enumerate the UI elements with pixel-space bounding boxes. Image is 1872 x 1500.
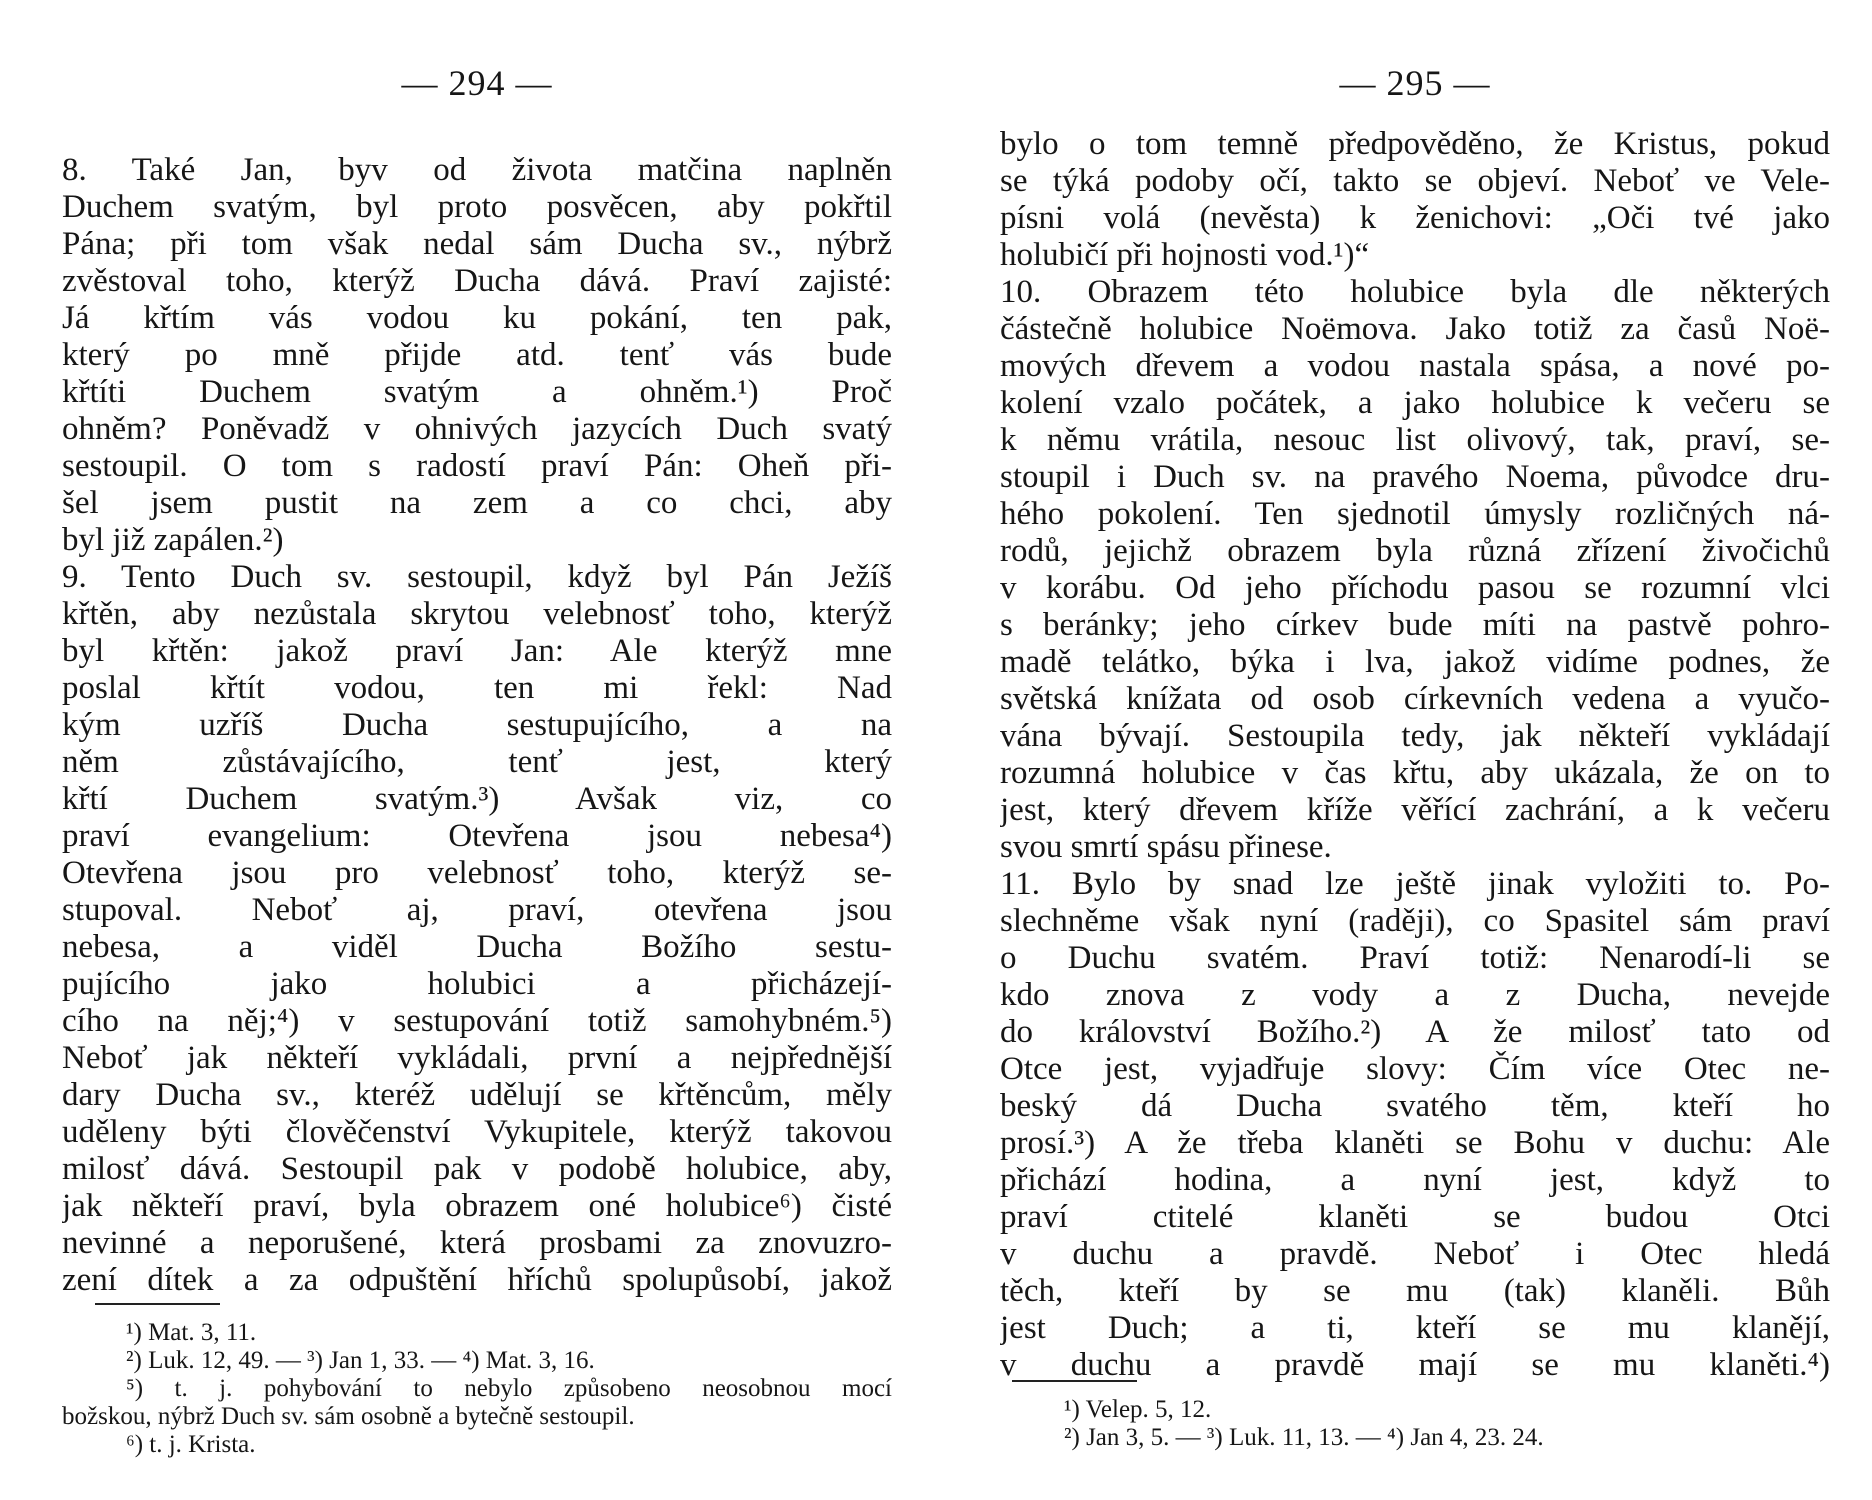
text-line: mových dřevem a vodou nastala spása, a nové po-: [1000, 348, 1830, 384]
right-page-body: [1000, 126, 1830, 1384]
right-page: [1000, 0, 1830, 1500]
text-line: písni volá (nevěsta) k ženichovi: „Oči tvé jako: [1000, 200, 1830, 236]
text-line: křtíti Duchem svatým a ohněm.¹) Proč: [62, 374, 892, 410]
text-line: Já křtím vás vodou ku pokání, ten pak,: [62, 300, 892, 336]
text-line: jak někteří praví, byla obrazem oné holubice⁶) čisté: [62, 1188, 892, 1224]
footnote: ¹) Velep. 5, 12.: [1064, 1396, 1212, 1423]
text-line: byl již zapálen.²): [62, 522, 284, 558]
text-line: cího na něj;⁴) v sestupování totiž samohybném.⁵): [62, 1003, 892, 1039]
text-line: prosí.³) A že třeba klaněti se Bohu v duchu: Ale: [1000, 1125, 1830, 1161]
text-line: hého pokolení. Ten sjednotil úmysly rozličných ná-: [1000, 496, 1830, 532]
text-line: pujícího jako holubici a přicházejí-: [62, 966, 892, 1002]
text-line: Otevřena jsou pro velebnosť toho, kterýž se-: [62, 855, 892, 891]
text-line: milosť dává. Sestoupil pak v podobě holubice, aby,: [62, 1151, 892, 1187]
footnote: božskou, nýbrž Duch sv. sám osobně a bytečně sestoupil.: [62, 1403, 635, 1430]
text-line: rodů, jejichž obrazem byla různá zřízení živočichů: [1000, 533, 1830, 569]
text-line: s beránky; jeho církev bude míti na pastvě pohro-: [1000, 607, 1830, 643]
text-line: v duchu a pravdě. Neboť i Otec hledá: [1000, 1236, 1830, 1272]
text-line: k němu vrátila, nesouc list olivový, tak, praví, se-: [1000, 422, 1830, 458]
text-line: Otce jest, vyjadřuje slovy: Čím více Otec ne-: [1000, 1051, 1830, 1087]
left-page: [62, 0, 892, 1500]
text-line: 10. Obrazem této holubice byla dle některých: [1000, 274, 1830, 310]
text-line: stupoval. Neboť aj, praví, otevřena jsou: [62, 892, 892, 928]
text-line: praví ctitelé klaněti se budou Otci: [1000, 1199, 1830, 1235]
footnote: ¹) Mat. 3, 11.: [126, 1319, 257, 1346]
text-line: zvěstoval toho, kterýž Ducha dává. Praví zajisté:: [62, 263, 892, 299]
text-line: rozumná holubice v čas křtu, aby ukázala, že on to: [1000, 755, 1830, 791]
page-number-left: — 294 —: [401, 63, 553, 103]
text-line: částečně holubice Noëmova. Jako totiž za časů Noë-: [1000, 311, 1830, 347]
text-line: jest, který dřevem kříže věřící zachrání, a k večeru: [1000, 792, 1830, 828]
text-line: v korábu. Od jeho příchodu pasou se rozumní vlci: [1000, 570, 1830, 606]
text-line: křtěn, aby nezůstala skrytou velebnosť toho, kterýž: [62, 596, 892, 632]
left-footnotes: [62, 1319, 892, 1459]
text-line: 8. Také Jan, byv od života matčina naplněn: [62, 152, 892, 188]
text-line: beský dá Ducha svatého těm, kteří ho: [1000, 1088, 1830, 1124]
text-line: uděleny býti člověčenství Vykupitele, kterýž takovou: [62, 1114, 892, 1150]
left-page-body: [62, 152, 892, 1299]
text-line: kolení vzalo počátek, a jako holubice k večeru se: [1000, 385, 1830, 421]
right-footnotes: [1000, 1396, 1830, 1452]
text-line: praví evangelium: Otevřena jsou nebesa⁴): [62, 818, 892, 854]
text-line: se týká podoby očí, takto se objeví. Neboť ve Vele-: [1000, 163, 1830, 199]
text-line: kým uzříš Ducha sestupujícího, a na: [62, 707, 892, 743]
text-line: nevinné a neporušené, která prosbami za znovuzro-: [62, 1225, 892, 1261]
text-line: křtí Duchem svatým.³) Avšak viz, co: [62, 781, 892, 817]
text-line: v duchu a pravdě mají se mu klaněti.⁴): [1000, 1347, 1830, 1383]
text-line: bylo o tom temně předpověděno, že Kristus, pokud: [1000, 126, 1830, 162]
text-line: Pána; při tom však nedal sám Ducha sv., nýbrž: [62, 226, 892, 262]
footnote: ²) Jan 3, 5. — ³) Luk. 11, 13. — ⁴) Jan 4, 23. 24.: [1064, 1424, 1544, 1451]
footnote-divider: [95, 1303, 220, 1305]
footnote: ⁶) t. j. Krista.: [126, 1431, 256, 1458]
text-line: těch, kteří by se mu (tak) klaněli. Bůh: [1000, 1273, 1830, 1309]
text-line: zení dítek a za odpuštění hříchů spolupůsobí, jakož: [62, 1262, 892, 1298]
text-line: Neboť jak někteří vykládali, první a nejpřednější: [62, 1040, 892, 1076]
text-line: byl křtěn: jakož praví Jan: Ale kterýž mne: [62, 633, 892, 669]
text-line: holubičí při hojnosti vod.¹)“: [1000, 237, 1370, 273]
text-line: něm zůstávajícího, tenť jest, který: [62, 744, 892, 780]
footnote: ²) Luk. 12, 49. — ³) Jan 1, 33. — ⁴) Mat. 3, 16.: [126, 1347, 595, 1374]
text-line: ohněm? Poněvadž v ohnivých jazycích Duch svatý: [62, 411, 892, 447]
text-line: sestoupil. O tom s radostí praví Pán: Oheň při-: [62, 448, 892, 484]
text-line: slechněme však nyní (raději), co Spasitel sám praví: [1000, 903, 1830, 939]
text-line: Duchem svatým, byl proto posvěcen, aby pokřtil: [62, 189, 892, 225]
text-line: svou smrtí spásu přinese.: [1000, 829, 1332, 865]
text-line: který po mně přijde atd. tenť vás bude: [62, 337, 892, 373]
text-line: 9. Tento Duch sv. sestoupil, když byl Pán Ježíš: [62, 559, 892, 595]
text-line: dary Ducha sv., kteréž udělují se křtěncům, měly: [62, 1077, 892, 1113]
text-line: madě telátko, býka i lva, jakož vidíme podnes, že: [1000, 644, 1830, 680]
text-line: poslal křtít vodou, ten mi řekl: Nad: [62, 670, 892, 706]
text-line: o Duchu svatém. Praví totiž: Nenarodí-li se: [1000, 940, 1830, 976]
text-line: jest Duch; a ti, kteří se mu klanějí,: [1000, 1310, 1830, 1346]
text-line: stoupil i Duch sv. na pravého Noema, původce dru-: [1000, 459, 1830, 495]
text-line: 11. Bylo by snad lze ještě jinak vyložiti to. Po-: [1000, 866, 1830, 902]
text-line: nebesa, a viděl Ducha Božího sestu-: [62, 929, 892, 965]
text-line: do království Božího.²) A že milosť tato od: [1000, 1014, 1830, 1050]
text-line: vána bývají. Sestoupila tedy, jak někteří vykládají: [1000, 718, 1830, 754]
footnote-divider: [1012, 1380, 1137, 1382]
footnote: ⁵) t. j. pohybování to nebylo způsobeno neosobnou mocí: [126, 1375, 892, 1402]
text-line: přichází hodina, a nyní jest, když to: [1000, 1162, 1830, 1198]
text-line: kdo znova z vody a z Ducha, nevejde: [1000, 977, 1830, 1013]
text-line: světská knížata od osob církevních vedena a vyučo-: [1000, 681, 1830, 717]
text-line: šel jsem pustit na zem a co chci, aby: [62, 485, 892, 521]
page-number-right: — 295 —: [1339, 63, 1491, 103]
